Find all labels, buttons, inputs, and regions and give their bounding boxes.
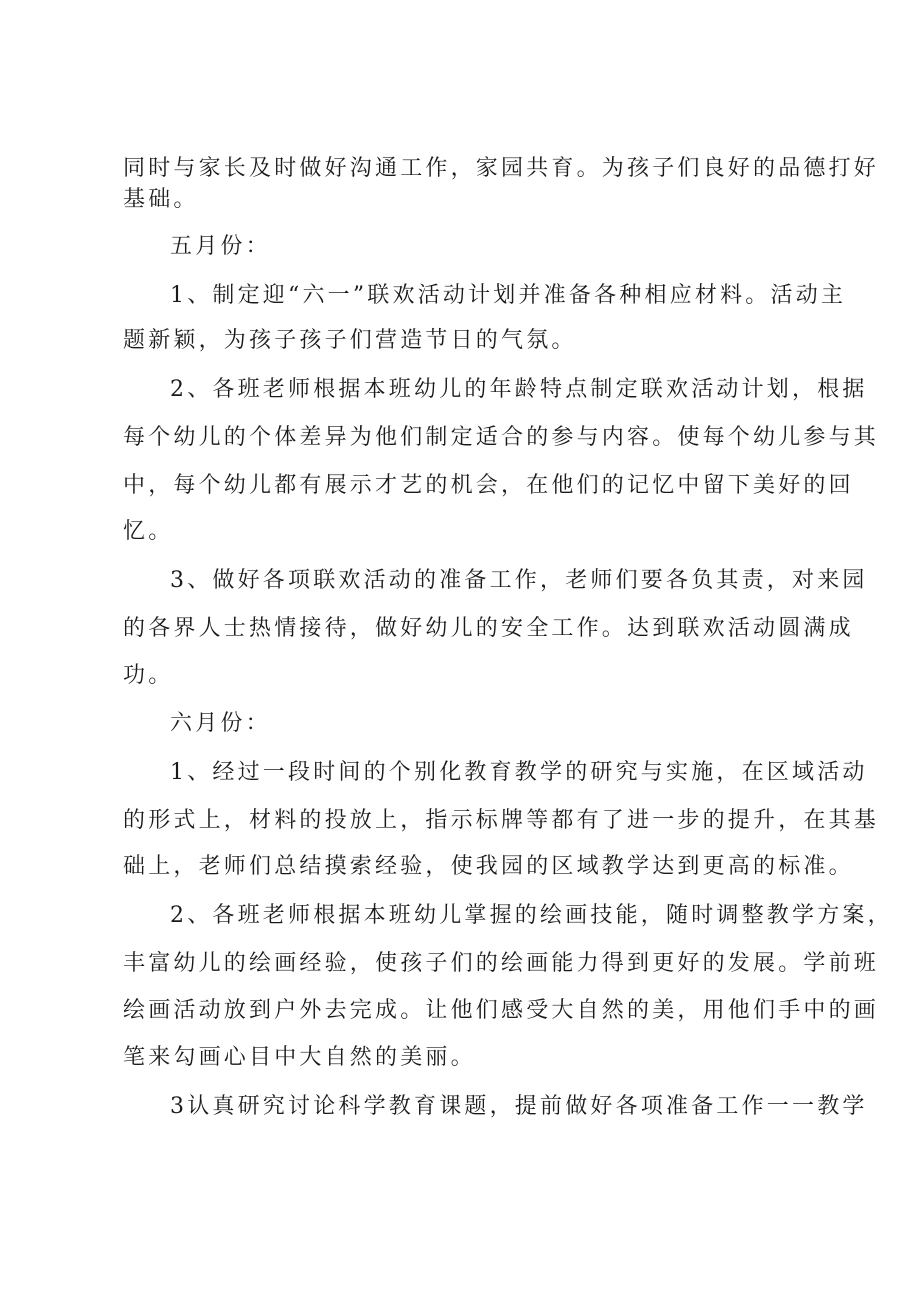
text-line: 2、各班老师根据本班幼儿的年龄特点制定联欢活动计划，根据 (170, 377, 868, 402)
text-line: 每个幼儿的个体差异为他们制定适合的参与内容。使每个幼儿参与其 (123, 425, 880, 450)
text-line: 基础。 (123, 187, 199, 212)
text-line: 1、制定迎“六一”联欢活动计划并准备各种相应材料。活动主 (170, 283, 847, 308)
text-line: 1、经过一段时间的个别化教育教学的研究与实施，在区域活动 (170, 760, 868, 785)
text-line: 丰富幼儿的绘画经验，使孩子们的绘画能力得到更好的发展。学前班 (123, 951, 880, 976)
text-line: 功。 (123, 663, 174, 688)
text-line: 2、各班老师根据本班幼儿掌握的绘画技能，随时调整教学方案， (170, 903, 893, 928)
text-line: 绘画活动放到户外去完成。让他们感受大自然的美，用他们手中的画 (123, 998, 880, 1023)
section-heading-may: 五月份： (170, 234, 271, 259)
text-line: 础上，老师们总结摸索经验，使我园的区域教学达到更高的标准。 (123, 854, 854, 879)
text-line: 3认真研究讨论科学教育课题，提前做好各项准备工作一一教学 (170, 1094, 868, 1119)
text-line: 题新颖，为孩子孩子们营造节日的气氛。 (123, 328, 577, 353)
text-line: 3、做好各项联欢活动的准备工作，老师们要各负其责，对来园 (170, 568, 868, 593)
text-line: 的各界人士热情接待，做好幼儿的安全工作。达到联欢活动圆满成 (123, 616, 854, 641)
text-line: 忆。 (123, 519, 174, 544)
text-line: 中，每个幼儿都有展示才艺的机会，在他们的记忆中留下美好的回 (123, 473, 854, 498)
text-line: 的形式上，材料的投放上，指示标牌等都有了进一步的提升，在其基 (123, 808, 880, 833)
text-line: 笔来勾画心目中大自然的美丽。 (123, 1045, 476, 1070)
text-line: 同时与家长及时做好沟通工作，家园共育。为孩子们良好的品德打好 (123, 156, 880, 181)
section-heading-june: 六月份： (170, 711, 271, 736)
